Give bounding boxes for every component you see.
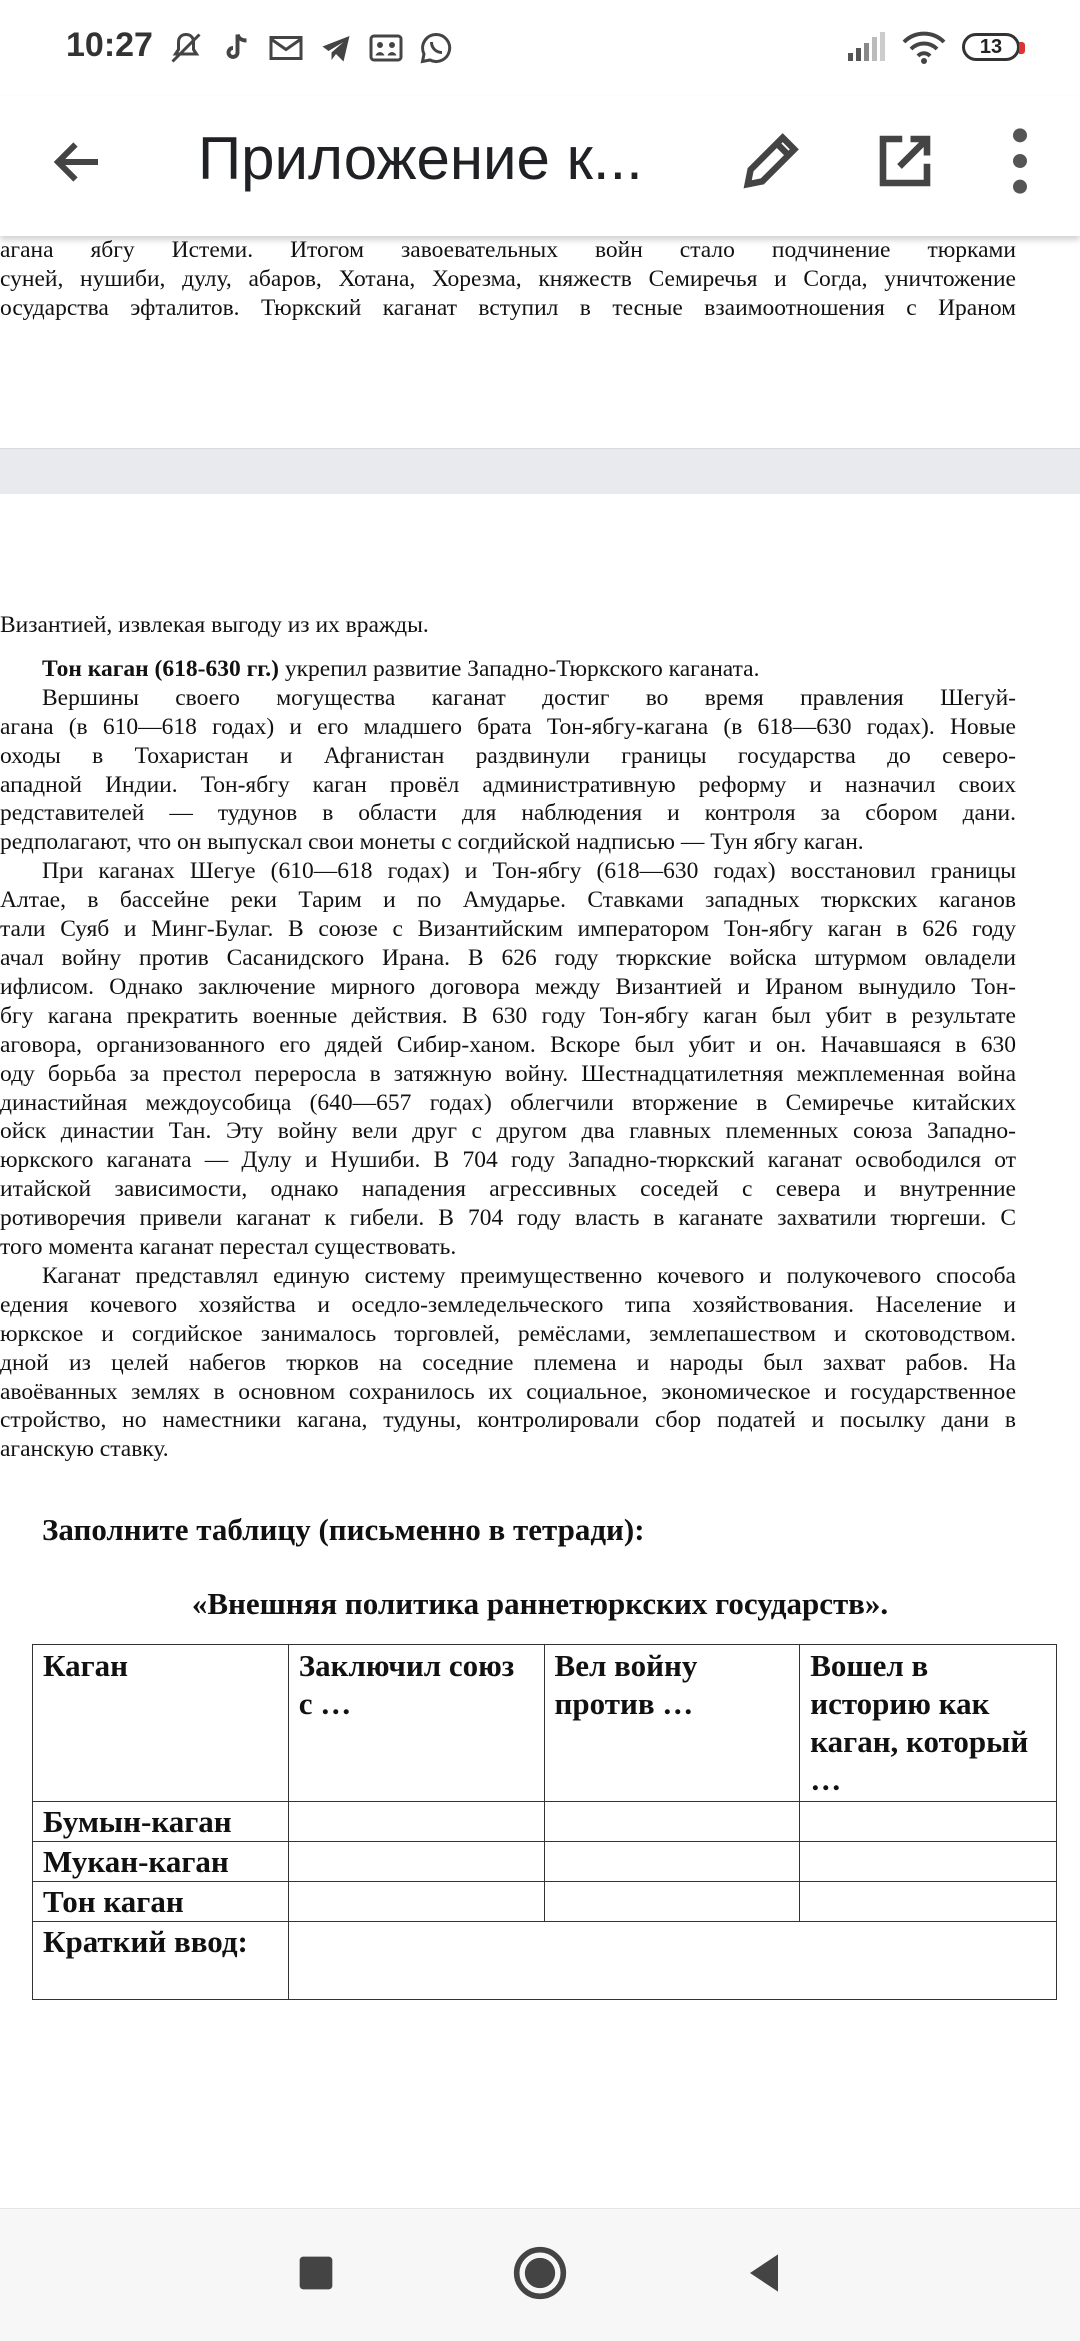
text-line: династийная междоусобица (640—657 годах) облегчили вторжение в Семиречье китайских	[0, 1089, 1016, 1116]
table-summary-row	[33, 1922, 1057, 2000]
page1-text	[0, 236, 1016, 323]
text-line: юркского каганата — Дулу и Нушиби. В 704 году Западно-тюркский каганат освободился от	[0, 1147, 1016, 1174]
table-header-row	[33, 1645, 1057, 1802]
open-external-icon[interactable]	[872, 128, 938, 194]
text-line: ападной Индии. Тон-ябгу каган провёл административную реформу и назначил своих	[0, 771, 1016, 798]
table-row	[33, 1802, 1057, 1842]
text-line: аговора, организованного его дядей Сибир-ханом. Вскоре был убит и он. Начавшаяся в 630	[0, 1031, 1016, 1058]
text-line: При каганах Шегуе (610—618 годах) и Тон-ябгу (618—630 годах) восстановил границы	[42, 858, 1016, 885]
text-line: редставителей — тудунов в области для наблюдения и контроля за сбором дани.	[0, 800, 1016, 827]
ton-kagan-text: укрепил развитие Западно-Тюркского каганата.	[278, 655, 760, 682]
edit-pencil-icon[interactable]	[736, 126, 806, 196]
header-kagan: Каган	[33, 1645, 289, 1802]
navigation-bar	[0, 2208, 1080, 2341]
empty-cell	[288, 1882, 544, 1922]
wifi-icon	[902, 30, 946, 64]
row-label-ton: Тон каган	[33, 1882, 289, 1922]
empty-cell	[288, 1842, 544, 1882]
text-line: суней, нушиби, дулу, абаров, Хотана, Хорезма, княжеств Семиречья и Согда, уничтожение	[0, 265, 1016, 292]
text-line: агана (в 610—618 годах) и его младшего брата Тон-ябгу-кагана (в 618—630 годах). Новые	[0, 713, 1016, 740]
document-page-1	[0, 236, 1080, 448]
text-line: Византией, извлекая выгоду из их вражды.	[0, 612, 429, 638]
text-line: авоёванных землях в основном сохранилось их социальное, экономическое и государственное	[0, 1378, 1016, 1405]
page2-text	[0, 611, 1016, 1464]
app-bar	[0, 96, 1080, 236]
system-status	[846, 30, 1020, 64]
text-line: Каганат представлял единую систему преимущественно кочевого и полукочевого способа	[42, 1262, 1016, 1289]
status-bar	[0, 0, 1080, 96]
text-line: того момента каганат перестал существовать.	[0, 1234, 457, 1261]
telegram-icon	[318, 30, 354, 66]
empty-cell	[800, 1802, 1057, 1842]
back-triangle-icon[interactable]	[736, 2245, 792, 2301]
text-line: итайской зависимости, однако нападения агрессивных соседей с севера и внутренние	[0, 1176, 1016, 1203]
empty-cell	[544, 1842, 800, 1882]
text-line: дной из целей набегов тюрков на соседние племена и народы был захват рабов. На	[0, 1349, 1016, 1376]
whatsapp-icon	[418, 30, 454, 66]
text-line: ачал войну против Сасанидского Ирана. В 626 году тюркские войска штурмом овладели	[0, 944, 1016, 971]
recents-square-icon[interactable]	[288, 2245, 344, 2301]
table-title: «Внешняя политика раннетюркских государств».	[191, 1586, 889, 1621]
text-line: бгу кагана прекратить военные действия. В 630 году Тон-ябгу каган был убит в результате	[0, 1002, 1016, 1029]
text-line: тали Суяб и Минг-Булаг. В союзе с Византийским императором Тон-ябгу каган в 626 году	[0, 916, 1016, 943]
table-row	[33, 1842, 1057, 1882]
page-separator	[0, 448, 1080, 496]
summary-cell	[288, 1922, 1056, 2000]
empty-cell	[800, 1882, 1057, 1922]
text-line: оходы в Тохаристан и Афганистан раздвинули границы государства до северо-	[0, 742, 1016, 769]
text-line: редполагают, что он выпускал свои монеты с согдийской надписью — Тун ябгу каган.	[0, 829, 864, 856]
text-line: ротиворечия привели каганат к гибели. В 704 году власть в каганате захватили тюргеши. С	[0, 1205, 1016, 1232]
text-line: оду борьба за престол переросла в затяжную войну. Шестнадцатилетняя межплеменная война	[0, 1060, 1016, 1087]
text-line: ойск династии Тан. Эту войну вели друг с другом два главных племенных союза Западно-	[0, 1118, 1016, 1145]
ton-kagan-heading: Тон каган (618-630 гг.)	[42, 655, 279, 682]
back-arrow-icon[interactable]	[48, 132, 108, 192]
text-line: Вершины своего могущества каганат достиг во время правления Шегуй-	[42, 684, 1016, 711]
ton-kagan-paragraph	[0, 655, 1016, 684]
text-line: аганскую ставку.	[0, 1436, 169, 1463]
header-history: Вошел в историю как каган, который …	[800, 1645, 1057, 1802]
empty-cell	[544, 1802, 800, 1842]
empty-cell	[544, 1882, 800, 1922]
empty-cell	[288, 1802, 544, 1842]
notification-icons	[168, 30, 454, 66]
row-label-mukan: Мукан-каган	[33, 1842, 289, 1882]
more-options-icon[interactable]	[1000, 126, 1040, 196]
text-line: осударства эфталитов. Тюркский каганат вступил в тесные взаимоотношения с Ираном	[0, 294, 1016, 321]
signal-icon	[846, 31, 886, 63]
text-line: стройство, но наместники кагана, тудуны, контролировали сбор податей и посылку дани в	[0, 1407, 1016, 1434]
tiktok-icon	[218, 30, 254, 66]
text-line: едения кочевого хозяйства и оседло-земледельческого типа хозяйствования. Население и	[0, 1291, 1016, 1318]
battery-indicator: 13	[962, 33, 1020, 61]
mute-icon	[168, 30, 204, 66]
team-icon	[368, 30, 404, 66]
task-heading: Заполните таблицу (письменно в тетради):	[42, 1512, 645, 1547]
empty-cell	[800, 1842, 1057, 1882]
document-title: Приложение к...	[198, 125, 643, 192]
gmail-icon	[268, 30, 304, 66]
policy-table	[32, 1644, 1057, 2000]
table-row	[33, 1882, 1057, 1922]
home-circle-icon[interactable]	[512, 2245, 568, 2301]
status-time: 10:27	[66, 26, 153, 64]
text-line: юркское и согдийское занималось торговлей, ремёслами, землепашеством и скотоводством.	[0, 1320, 1016, 1347]
row-label-bumyn: Бумын-каган	[33, 1802, 289, 1842]
document-page-2	[0, 494, 1080, 2114]
text-line: ифлисом. Однако заключение мирного договора между Византией и Ираном вынудило Тон-	[0, 973, 1016, 1000]
header-war: Вел войну против …	[544, 1645, 800, 1802]
text-line: агана ябгу Истеми. Итогом завоевательных войн стало подчинение тюрками	[0, 237, 1016, 263]
text-line: Алтае, в бассейне реки Тарим и по Амударье. Ставками западных тюркских каганов	[0, 887, 1016, 914]
header-alliance: Заключил союз с …	[288, 1645, 544, 1802]
summary-label: Краткий ввод:	[33, 1922, 289, 2000]
